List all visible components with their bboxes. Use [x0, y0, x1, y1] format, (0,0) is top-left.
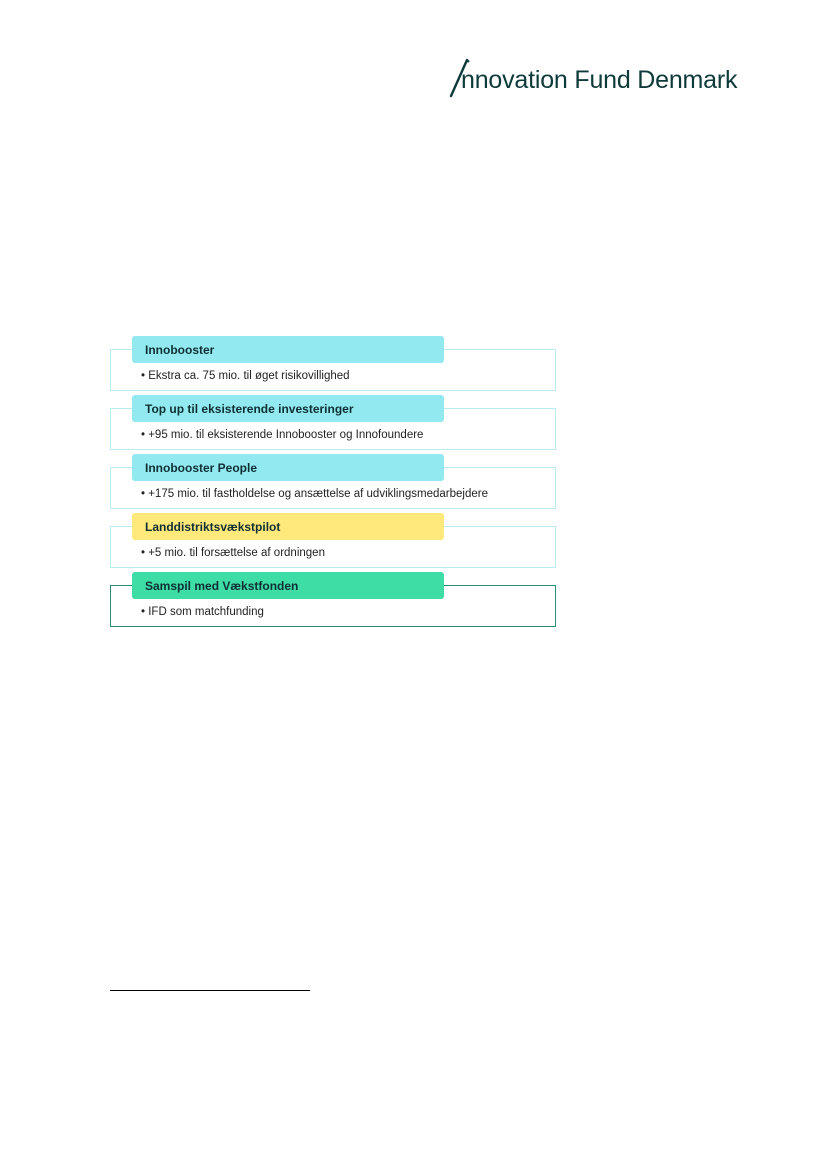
- item-bullet-text: • IFD som matchfunding: [141, 606, 264, 618]
- diagram-item-innobooster-people: [110, 454, 556, 510]
- item-bullet-text: • Ekstra ca. 75 mio. til øget risikovillighed: [141, 370, 350, 382]
- item-header: Landdistriktsvækstpilot: [132, 513, 444, 540]
- diagram-item-landdistrikt: [110, 513, 556, 569]
- logo-text: nnovation Fund Denmark: [461, 66, 738, 94]
- footnote-separator: [110, 990, 310, 991]
- item-bullet-text: • +175 mio. til fastholdelse og ansættelse af udviklingsmedarbejdere: [141, 488, 488, 500]
- item-header: Innobooster: [132, 336, 444, 363]
- diagram-item-innobooster: [110, 336, 556, 392]
- item-bullet-text: • +5 mio. til forsættelse af ordningen: [141, 547, 325, 559]
- item-header: Innobooster People: [132, 454, 444, 481]
- item-header: Top up til eksisterende investeringer: [132, 395, 444, 422]
- diagram-item-samspil: [110, 572, 556, 628]
- diagram-item-top-up: [110, 395, 556, 451]
- item-header: Samspil med Vækstfonden: [132, 572, 444, 599]
- innovation-fund-denmark-logo: [448, 58, 760, 100]
- funding-diagram: [110, 336, 556, 626]
- item-bullet-text: • +95 mio. til eksisterende Innobooster og Innofoundere: [141, 429, 424, 441]
